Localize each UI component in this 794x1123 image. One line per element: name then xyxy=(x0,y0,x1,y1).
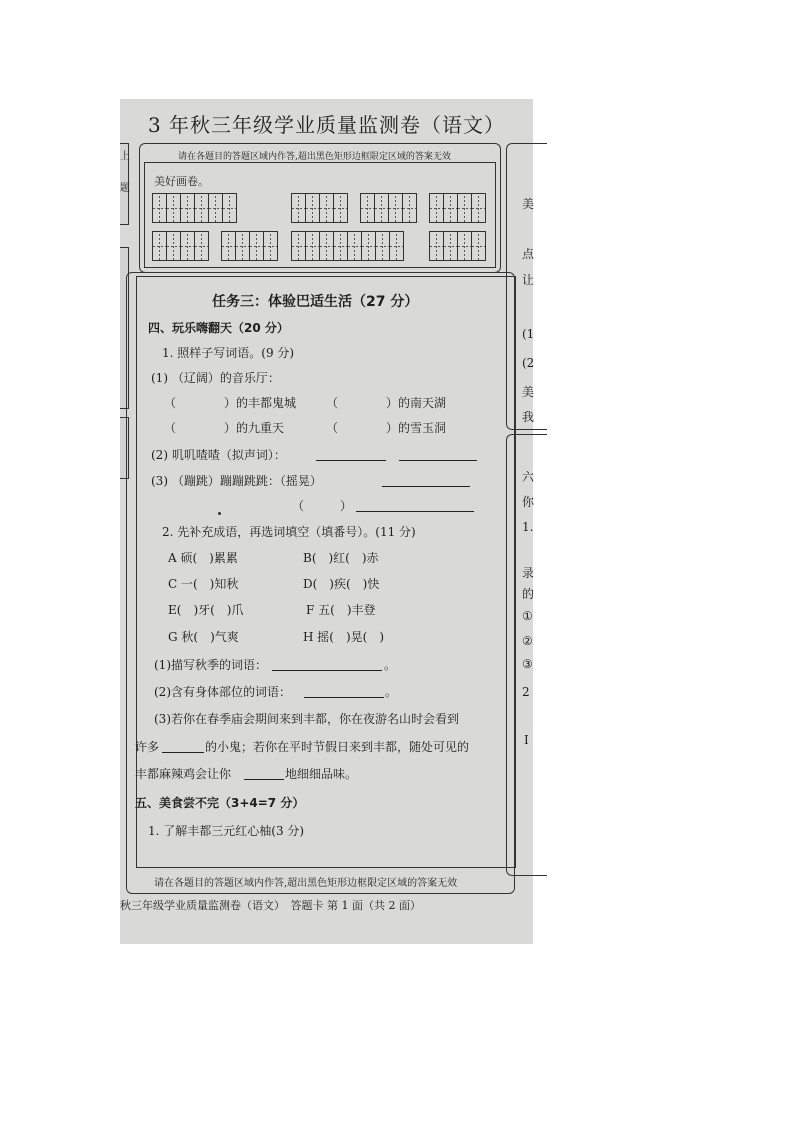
idiom-item: B( )红( )赤 xyxy=(303,551,379,565)
q2-sub3-line2a: 许多 xyxy=(135,740,160,754)
q1-item2-label: (2) 叽叽喳喳（拟声词）： xyxy=(151,448,286,462)
section5-heading: 五、美食尝不完（3+4=7 分） xyxy=(135,796,305,810)
writing-grid-group xyxy=(152,193,236,223)
right-edge-char: (1 xyxy=(522,327,535,341)
writing-grid-group xyxy=(360,193,416,223)
right-edge-char: 录 xyxy=(522,566,535,580)
answer-blank[interactable] xyxy=(399,459,477,461)
writing-grid-group xyxy=(429,231,485,261)
answer-blank[interactable] xyxy=(244,778,284,780)
right-edge-char: ② xyxy=(522,634,533,648)
right-edge-char: 点 xyxy=(522,247,535,261)
answer-area-notice-bottom: 请在各题目的答题区域内作答,超出黑色矩形边框限定区域的答案无效 xyxy=(154,878,458,889)
answer-blank[interactable] xyxy=(304,696,384,698)
idiom-item: G 秋( )气爽 xyxy=(168,630,239,644)
ink-dot xyxy=(218,512,221,515)
left-edge-char: 题 xyxy=(120,183,130,194)
right-edge-char: 1. xyxy=(522,520,534,534)
idiom-item: C 一( )知秋 xyxy=(168,577,239,591)
answer-blank[interactable] xyxy=(272,669,382,671)
right-edge-char: 让 xyxy=(522,273,535,287)
q1-title: 1. 照样子写词语。(9 分) xyxy=(162,346,295,360)
right-edge-char: ③ xyxy=(522,657,533,671)
writing-grid-group xyxy=(291,231,403,261)
q1-row1-a: （ ）的丰都鬼城 xyxy=(164,396,297,410)
right-edge-char: (2 xyxy=(522,356,535,370)
left-edge-char: 上 xyxy=(120,151,130,162)
copy-prompt: 美好画卷。 xyxy=(154,175,209,188)
q2-sub3-line1: (3)若你在春季庙会期间来到丰都，你在夜游名山时会看到 xyxy=(154,712,460,726)
q2-sub3-line3a: 丰都麻辣鸡会让你 xyxy=(135,767,232,781)
answer-blank[interactable] xyxy=(316,459,386,461)
period: 。 xyxy=(384,658,397,672)
q1-item3-paren: （ ） xyxy=(292,499,353,513)
right-edge-char: I xyxy=(524,733,529,747)
answer-blank[interactable] xyxy=(382,485,470,487)
page-footer: 秋三年级学业质量监测卷（语文） 答题卡 第 1 面（共 2 面） xyxy=(120,899,421,912)
right-edge-char: 你 xyxy=(522,495,535,509)
task3-heading: 任务三：体验巴适生活（27 分） xyxy=(212,294,419,310)
q1-item3-label: (3) （蹦跳）蹦蹦跳跳：（摇晃） xyxy=(151,474,322,488)
answer-blank[interactable] xyxy=(356,510,474,512)
idiom-item: A 硕( )累累 xyxy=(168,551,238,565)
q2-title: 2. 先补充成语，再选词填空（填番号）。(11 分) xyxy=(162,525,416,539)
idiom-item: F 五( )丰登 xyxy=(306,603,376,617)
answer-area-notice: 请在各题目的答题区域内作答,超出黑色矩形边框限定区域的答案无效 xyxy=(178,152,451,162)
right-edge-char: 我 xyxy=(522,410,535,424)
answer-blank[interactable] xyxy=(162,751,204,753)
writing-grid-group xyxy=(429,193,485,223)
q5-1-title: 1. 了解丰都三元红心柚(3 分) xyxy=(148,824,305,838)
idiom-item: H 摇( )晃( ) xyxy=(303,630,385,644)
writing-grid-group xyxy=(152,231,208,261)
q2-sub3-line3b: 地细细品味。 xyxy=(285,767,358,781)
period: 。 xyxy=(385,685,398,699)
q1-row2-b: （ ）的雪玉洞 xyxy=(326,421,447,435)
scanned-answer-sheet xyxy=(120,99,533,944)
q2-sub1: (1)描写秋季的词语： xyxy=(154,658,267,672)
page-title: 3 年秋三年级学业质量监测卷（语文） xyxy=(147,113,506,137)
idiom-item: D( )疾( )快 xyxy=(303,577,380,591)
q1-row1-b: （ ）的南天湖 xyxy=(326,396,447,410)
right-edge-char: ① xyxy=(522,609,533,623)
right-edge-char: 六 xyxy=(522,470,535,484)
right-edge-char: 美 xyxy=(522,385,535,399)
right-edge-char: 的 xyxy=(522,587,535,601)
q2-sub3-line2b: 的小鬼；若你在平时节假日来到丰都，随处可见的 xyxy=(205,740,470,754)
idiom-item: E( )牙( )爪 xyxy=(168,603,244,617)
right-edge-char: 2 xyxy=(522,685,530,699)
q2-sub2: (2)含有身体部位的词语： xyxy=(154,685,291,699)
writing-grid-group xyxy=(221,231,277,261)
q1-row2-a: （ ）的九重天 xyxy=(164,421,285,435)
section4-heading: 四、玩乐嗨翻天（20 分） xyxy=(148,321,289,335)
q1-item1-label: (1) （辽阔）的音乐厅： xyxy=(151,371,280,385)
writing-grid-group xyxy=(291,193,347,223)
right-edge-char: 美 xyxy=(522,197,535,211)
